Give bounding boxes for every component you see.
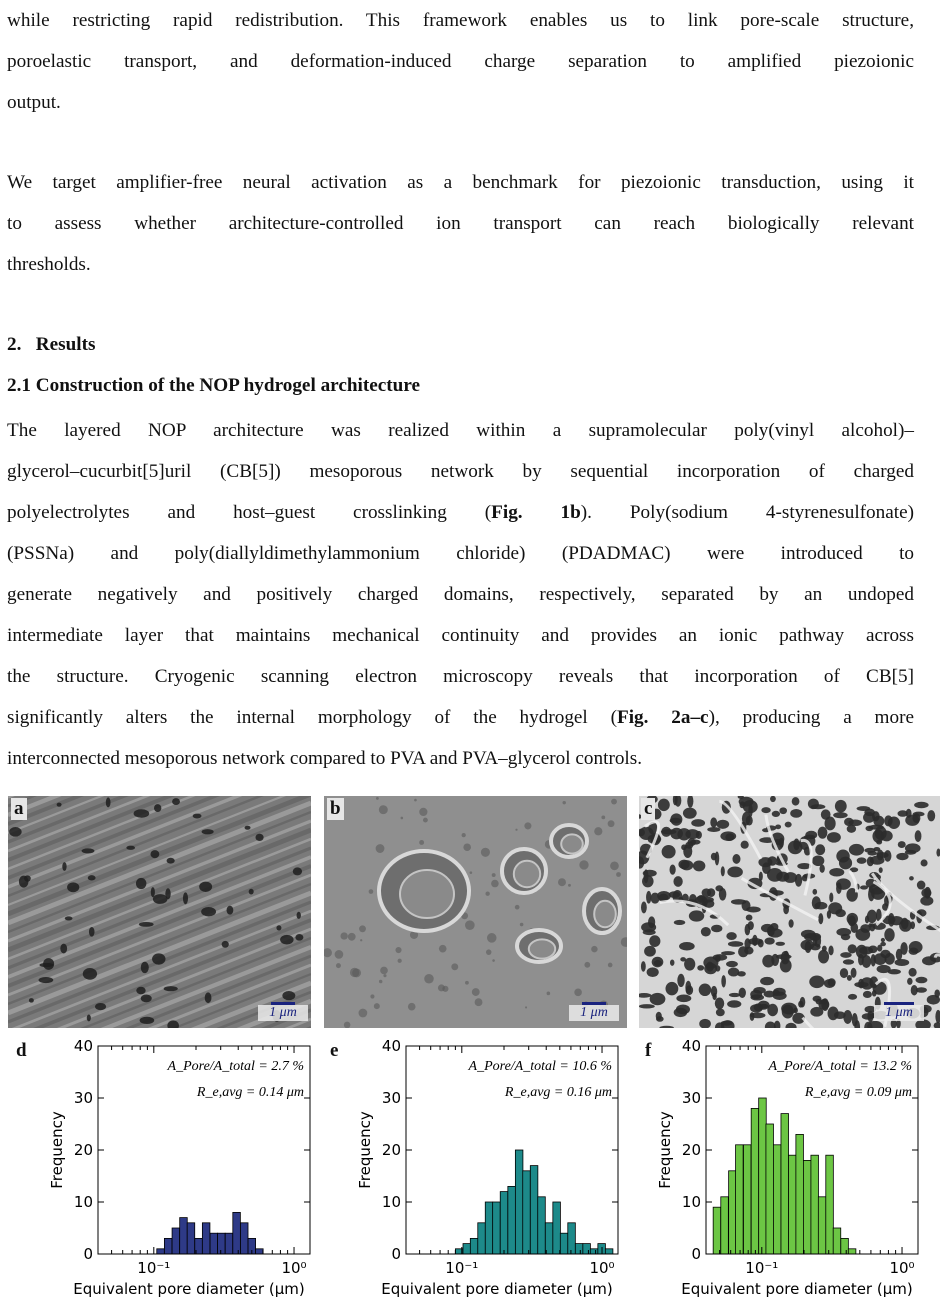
text-line	[7, 492, 914, 533]
histogram-e-chart	[348, 1038, 638, 1304]
panel-letter-e: e	[330, 1040, 339, 1061]
histogram-d-chart	[40, 1038, 330, 1304]
histogram-bar	[218, 1233, 226, 1254]
text-line: output.	[7, 92, 61, 113]
histogram-bar	[841, 1238, 849, 1254]
y-tick-label: 40	[681, 1038, 701, 1055]
subsection-heading: 2.1 Construction of the NOP hydrogel architecture	[7, 375, 421, 396]
text-segment: the structure. Cryogenic scanning electron microscopy reveals that incorporation of CB[5]	[7, 666, 914, 687]
scale-bar-a	[258, 1002, 308, 1021]
histogram-bar	[743, 1145, 751, 1254]
histogram-bar	[803, 1160, 811, 1254]
histogram-bar	[485, 1202, 493, 1254]
text-segment: glycerol–cucurbit[5]uril (CB[5]) mesoporous network by sequential incorporation of charged	[7, 461, 914, 482]
text-segment: ). Poly(sodium 4-styrenesulfonate)	[580, 502, 914, 523]
annotation-text: R_e,avg = 0.09 μm	[804, 1085, 912, 1100]
histogram-bar	[240, 1223, 248, 1254]
figure-reference: Fig. 2a–c	[616, 707, 709, 728]
results-paragraph	[7, 410, 914, 779]
text-line: We target amplifier-free neural activation as a benchmark for piezoionic transduction, using it	[7, 172, 914, 193]
y-tick-label: 40	[73, 1038, 93, 1055]
text-segment: polyelectrolytes and host–guest crosslinking (	[7, 502, 492, 523]
histogram-bar	[766, 1124, 774, 1254]
histogram-bar	[478, 1223, 486, 1254]
histogram-bar	[848, 1249, 856, 1254]
y-tick-label: 30	[381, 1089, 401, 1107]
x-tick-label: 10⁰	[589, 1259, 615, 1277]
scale-bar-label: 1 μm	[569, 1005, 619, 1021]
y-tick-label: 20	[73, 1141, 93, 1159]
x-tick-label: 10⁻¹	[137, 1259, 171, 1277]
text-segment: (PSSNa) and poly(diallyldimethylammonium chloride) (PDADMAC) were introduced to	[7, 543, 914, 564]
text-segment: ), producing a more	[708, 707, 914, 728]
histogram-bar	[575, 1244, 583, 1254]
histogram-bar	[202, 1223, 210, 1254]
y-tick-label: 0	[691, 1245, 701, 1263]
text-segment: generate negatively and positively charged domains, respectively, separated by an undoped	[7, 584, 914, 605]
histogram-bar	[605, 1249, 613, 1254]
text-line: poroelastic transport, and deformation-induced charge separation to amplified piezoionic	[7, 51, 914, 72]
micrograph-b	[324, 796, 627, 1028]
histogram-bar	[553, 1202, 561, 1254]
intro-paragraph-2	[7, 162, 914, 285]
histogram-bar	[530, 1166, 538, 1254]
histogram-d	[40, 1038, 330, 1309]
y-tick-label: 30	[681, 1089, 701, 1107]
histogram-bar	[523, 1171, 531, 1254]
annotation-text: A_Pore/A_total = 2.7 %	[167, 1059, 304, 1074]
annotation-text: R_e,avg = 0.16 μm	[504, 1085, 612, 1100]
panel-letter-a: a	[11, 798, 27, 820]
x-tick-label: 10⁻¹	[445, 1259, 479, 1277]
histogram-bar	[751, 1108, 759, 1254]
x-tick-label: 10⁰	[889, 1259, 915, 1277]
histogram-bar	[826, 1155, 834, 1254]
histogram-bar	[180, 1218, 188, 1254]
text-line: to assess whether architecture-controlled ion transport can reach biologically relevant	[7, 213, 914, 234]
scale-bar-c	[874, 1002, 924, 1021]
x-axis-label: Equivalent pore diameter (μm)	[381, 1280, 613, 1298]
histogram-bar	[187, 1223, 195, 1254]
micrograph-c-image	[639, 796, 940, 1028]
y-axis-label: Frequency	[356, 1111, 374, 1189]
histogram-f-chart	[648, 1038, 938, 1304]
annotation-text: A_Pore/A_total = 10.6 %	[468, 1059, 612, 1074]
scale-bar-label: 1 μm	[874, 1005, 924, 1021]
histogram-bar	[729, 1171, 737, 1254]
text-line: while restricting rapid redistribution. This framework enables us to link pore-scale structure,	[7, 10, 914, 31]
x-tick-label: 10⁰	[281, 1259, 307, 1277]
micrograph-c	[639, 796, 940, 1028]
text-segment: significantly alters the internal morphology of the hydrogel (	[7, 707, 617, 728]
y-tick-label: 10	[681, 1193, 701, 1211]
text-line	[7, 574, 914, 615]
scale-bar-b	[569, 1002, 619, 1021]
histogram-e	[348, 1038, 638, 1309]
histogram-bar	[538, 1197, 546, 1254]
histogram-bar	[759, 1098, 767, 1254]
text-line	[7, 533, 914, 574]
panel-letter-f: f	[645, 1040, 652, 1061]
section-heading: 2. Results	[7, 334, 96, 355]
text-segment: The layered NOP architecture was realized within a supramolecular poly(vinyl alcohol)–	[7, 420, 914, 441]
histogram-bar	[508, 1186, 516, 1254]
histogram-bar	[811, 1155, 819, 1254]
panel-letter-c: c	[641, 798, 655, 820]
histogram-bar	[781, 1114, 789, 1254]
histogram-bar	[233, 1212, 241, 1254]
text-segment: interconnected mesoporous network compared to PVA and PVA–glycerol controls.	[7, 748, 643, 769]
histogram-bar	[788, 1155, 796, 1254]
y-tick-label: 20	[381, 1141, 401, 1159]
histogram-bar	[736, 1145, 744, 1254]
x-tick-label: 10⁻¹	[745, 1259, 779, 1277]
text-segment: intermediate layer that maintains mechanical continuity and provides an ionic pathway across	[7, 625, 914, 646]
x-axis-label: Equivalent pore diameter (μm)	[73, 1280, 305, 1298]
text-line	[7, 451, 914, 492]
histogram-bar	[463, 1244, 471, 1254]
scale-bar-label: 1 μm	[258, 1005, 308, 1021]
histogram-bar	[796, 1134, 804, 1254]
text-line	[7, 697, 914, 738]
text-line: thresholds.	[7, 254, 91, 275]
histogram-bar	[515, 1150, 523, 1254]
histogram-bar	[568, 1223, 576, 1254]
histogram-bar	[545, 1223, 553, 1254]
micrograph-a	[8, 796, 311, 1028]
y-tick-label: 10	[381, 1193, 401, 1211]
x-axis-label: Equivalent pore diameter (μm)	[681, 1280, 913, 1298]
y-tick-label: 20	[681, 1141, 701, 1159]
histogram-bar	[590, 1249, 598, 1254]
histogram-bar	[721, 1197, 729, 1254]
histogram-bar	[470, 1238, 478, 1254]
y-tick-label: 0	[391, 1245, 401, 1263]
y-tick-label: 40	[381, 1038, 401, 1055]
micrograph-a-image	[8, 796, 311, 1028]
histogram-bar	[818, 1197, 826, 1254]
histogram-bar	[560, 1233, 568, 1254]
histogram-bar	[833, 1228, 841, 1254]
micrograph-b-image	[324, 796, 627, 1028]
histogram-bar	[713, 1207, 721, 1254]
y-axis-label: Frequency	[656, 1111, 674, 1189]
histogram-f	[648, 1038, 938, 1309]
figure-reference: Fig. 1b	[491, 502, 581, 523]
histogram-bar	[225, 1233, 233, 1254]
y-tick-label: 0	[83, 1245, 93, 1263]
histogram-bar	[773, 1145, 781, 1254]
text-line	[7, 738, 914, 779]
histogram-bar	[172, 1228, 180, 1254]
text-line	[7, 615, 914, 656]
text-line	[7, 410, 914, 451]
y-tick-label: 10	[73, 1193, 93, 1211]
panel-letter-b: b	[327, 798, 344, 820]
y-tick-label: 30	[73, 1089, 93, 1107]
histogram-bar	[493, 1202, 501, 1254]
intro-paragraph-1	[7, 0, 914, 123]
annotation-text: A_Pore/A_total = 13.2 %	[768, 1059, 912, 1074]
histogram-bar	[500, 1192, 508, 1254]
histogram-bar	[256, 1249, 264, 1254]
text-line	[7, 656, 914, 697]
histogram-bar	[210, 1233, 218, 1254]
annotation-text: R_e,avg = 0.14 μm	[196, 1085, 304, 1100]
histogram-bar	[164, 1238, 172, 1254]
histogram-bar	[583, 1244, 591, 1254]
histogram-bar	[157, 1249, 165, 1254]
panel-letter-d: d	[16, 1040, 27, 1061]
y-axis-label: Frequency	[48, 1111, 66, 1189]
